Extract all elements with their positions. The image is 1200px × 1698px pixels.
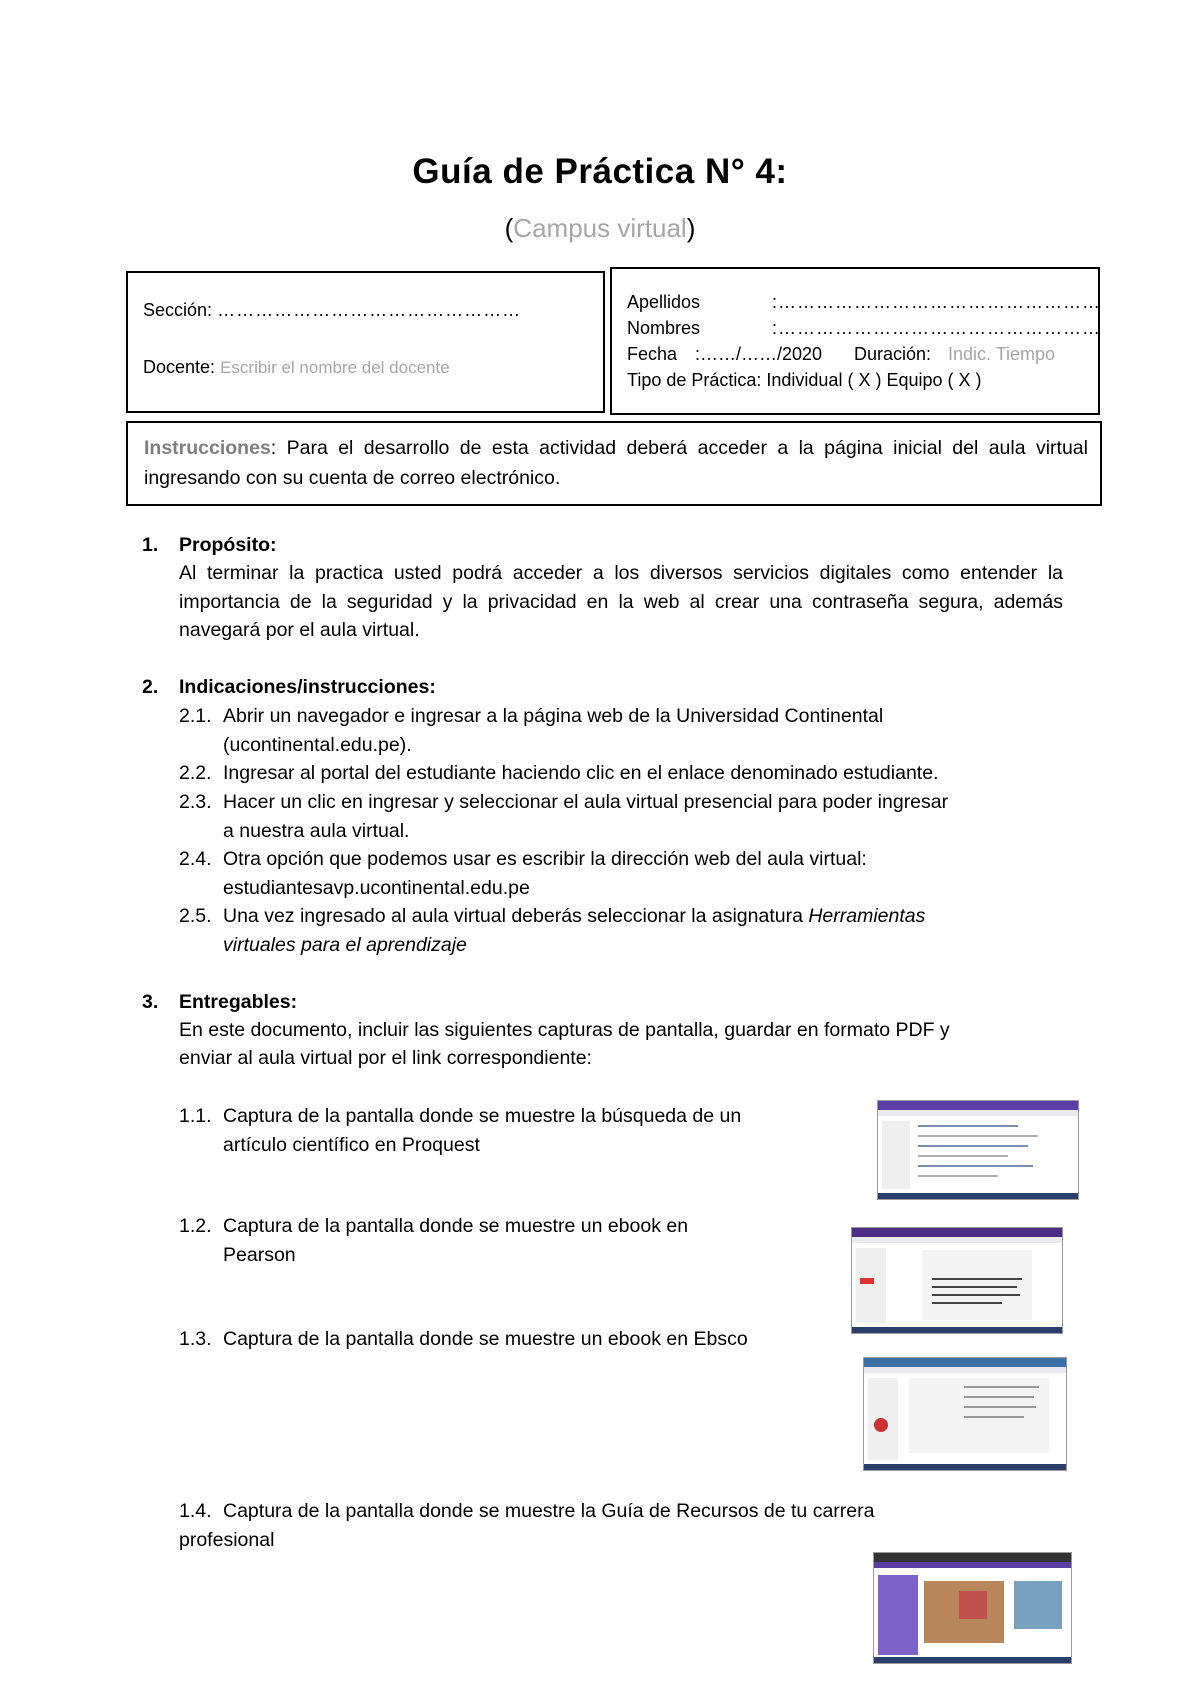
section-1-body: Al terminar la practica usted podrá acceder a los diversos servicios digitales como entender la importancia de la seguridad y la privacidad en la web al crear una contraseña segura, además navegará por el aula virtual. xyxy=(179,562,1063,641)
list-item-number: 2.1. xyxy=(179,705,212,727)
section-3-intro: En este documento, incluir las siguientes capturas de pantalla, guardar en formato PDF y xyxy=(179,1019,950,1041)
section-2-number: 2. xyxy=(142,676,159,698)
fecha-field[interactable]: :……/……/2020 xyxy=(695,344,823,364)
list-item-text: Una vez ingresado al aula virtual deberás seleccionar la asignatura Herramientas xyxy=(223,905,926,927)
page-subtitle xyxy=(0,213,1200,244)
student-info-box xyxy=(610,267,1100,415)
nombres-label: Nombres xyxy=(627,318,701,338)
instructions-box xyxy=(126,421,1102,506)
section-docente-box xyxy=(126,271,605,413)
proquest-screenshot-thumbnail xyxy=(877,1100,1079,1200)
subtitle-close-paren: ) xyxy=(686,213,696,243)
seccion-label: Sección: xyxy=(143,300,213,320)
list-item-text: a nuestra aula virtual. xyxy=(223,819,410,842)
list-item-text: artículo científico en Proquest xyxy=(223,1133,480,1156)
seccion-field[interactable] xyxy=(143,300,521,321)
list-item-text: Abrir un navegador e ingresar a la página web de la Universidad Continental xyxy=(223,705,884,727)
apellidos-label: Apellidos xyxy=(627,292,701,312)
pearson-screenshot-thumbnail xyxy=(851,1227,1063,1334)
section-3-intro: enviar al aula virtual por el link correspondiente: xyxy=(179,1047,592,1069)
list-item-text: Captura de la pantalla donde se muestre un ebook en xyxy=(223,1215,689,1237)
list-item-text: Pearson xyxy=(223,1243,296,1266)
instructions-text xyxy=(144,433,1088,493)
list-item-number: 2.3. xyxy=(179,791,212,813)
seccion-dots: ………………………………………… xyxy=(217,300,522,320)
section-3-heading: Entregables: xyxy=(179,991,298,1013)
list-item-text: Ingresar al portal del estudiante haciendo clic en el enlace denominado estudiante. xyxy=(223,762,939,784)
docente-label: Docente: xyxy=(143,357,216,377)
instructions-label: Instrucciones xyxy=(144,437,271,459)
list-item-text: profesional xyxy=(179,1528,275,1551)
list-item-text: Captura de la pantalla donde se muestre un ebook en Ebsco xyxy=(223,1328,748,1350)
subtitle-text: Campus virtual xyxy=(513,213,687,243)
section-1-number: 1. xyxy=(142,534,159,556)
list-item-text: (ucontinental.edu.pe). xyxy=(223,733,412,756)
list-item-url: estudiantesavp.ucontinental.edu.pe xyxy=(223,876,530,899)
subtitle-open-paren: ( xyxy=(504,213,514,243)
guia-recursos-screenshot-thumbnail xyxy=(873,1552,1072,1664)
fecha-label: Fecha xyxy=(627,344,678,364)
section-1-heading: Propósito: xyxy=(179,534,277,556)
list-item-text: Otra opción que podemos usar es escribir la dirección web del aula virtual: xyxy=(223,848,867,870)
list-item-number: 1.2. xyxy=(179,1215,212,1237)
list-item-number: 2.2. xyxy=(179,762,212,784)
docente-field[interactable] xyxy=(143,357,450,378)
duracion-placeholder[interactable]: Indic. Tiempo xyxy=(948,344,1056,364)
nombres-field[interactable]: :…………………………………………… xyxy=(772,318,1102,338)
tipo-practica: Tipo de Práctica: Individual ( X ) Equipo ( X ) xyxy=(627,370,982,390)
page-title: Guía de Práctica N° 4: xyxy=(412,152,788,191)
list-item-text: virtuales para el aprendizaje xyxy=(223,933,467,956)
duracion-label: Duración: xyxy=(854,344,932,364)
apellidos-field[interactable]: :…………………………………………… xyxy=(772,292,1102,312)
list-item-text: Hacer un clic en ingresar y seleccionar el aula virtual presencial para poder ingresar xyxy=(223,791,949,813)
list-item-number: 1.3. xyxy=(179,1328,212,1350)
section-3-number: 3. xyxy=(142,991,159,1013)
list-item-text: Captura de la pantalla donde se muestre la Guía de Recursos de tu carrera xyxy=(223,1500,875,1522)
list-item-number: 2.4. xyxy=(179,848,212,870)
docente-placeholder[interactable]: Escribir el nombre del docente xyxy=(220,358,450,377)
instructions-body: : Para el desarrollo de esta actividad deberá acceder a la página inicial del aula virtual ingresando con su cuenta de correo electrónico. xyxy=(144,437,1088,489)
list-item-number: 1.4. xyxy=(179,1500,212,1522)
section-2-heading: Indicaciones/instrucciones: xyxy=(179,676,436,698)
list-item-text: Captura de la pantalla donde se muestre la búsqueda de un xyxy=(223,1105,742,1127)
list-item-number: 1.1. xyxy=(179,1105,212,1127)
list-item-number: 2.5. xyxy=(179,905,212,927)
ebsco-screenshot-thumbnail xyxy=(863,1357,1067,1471)
